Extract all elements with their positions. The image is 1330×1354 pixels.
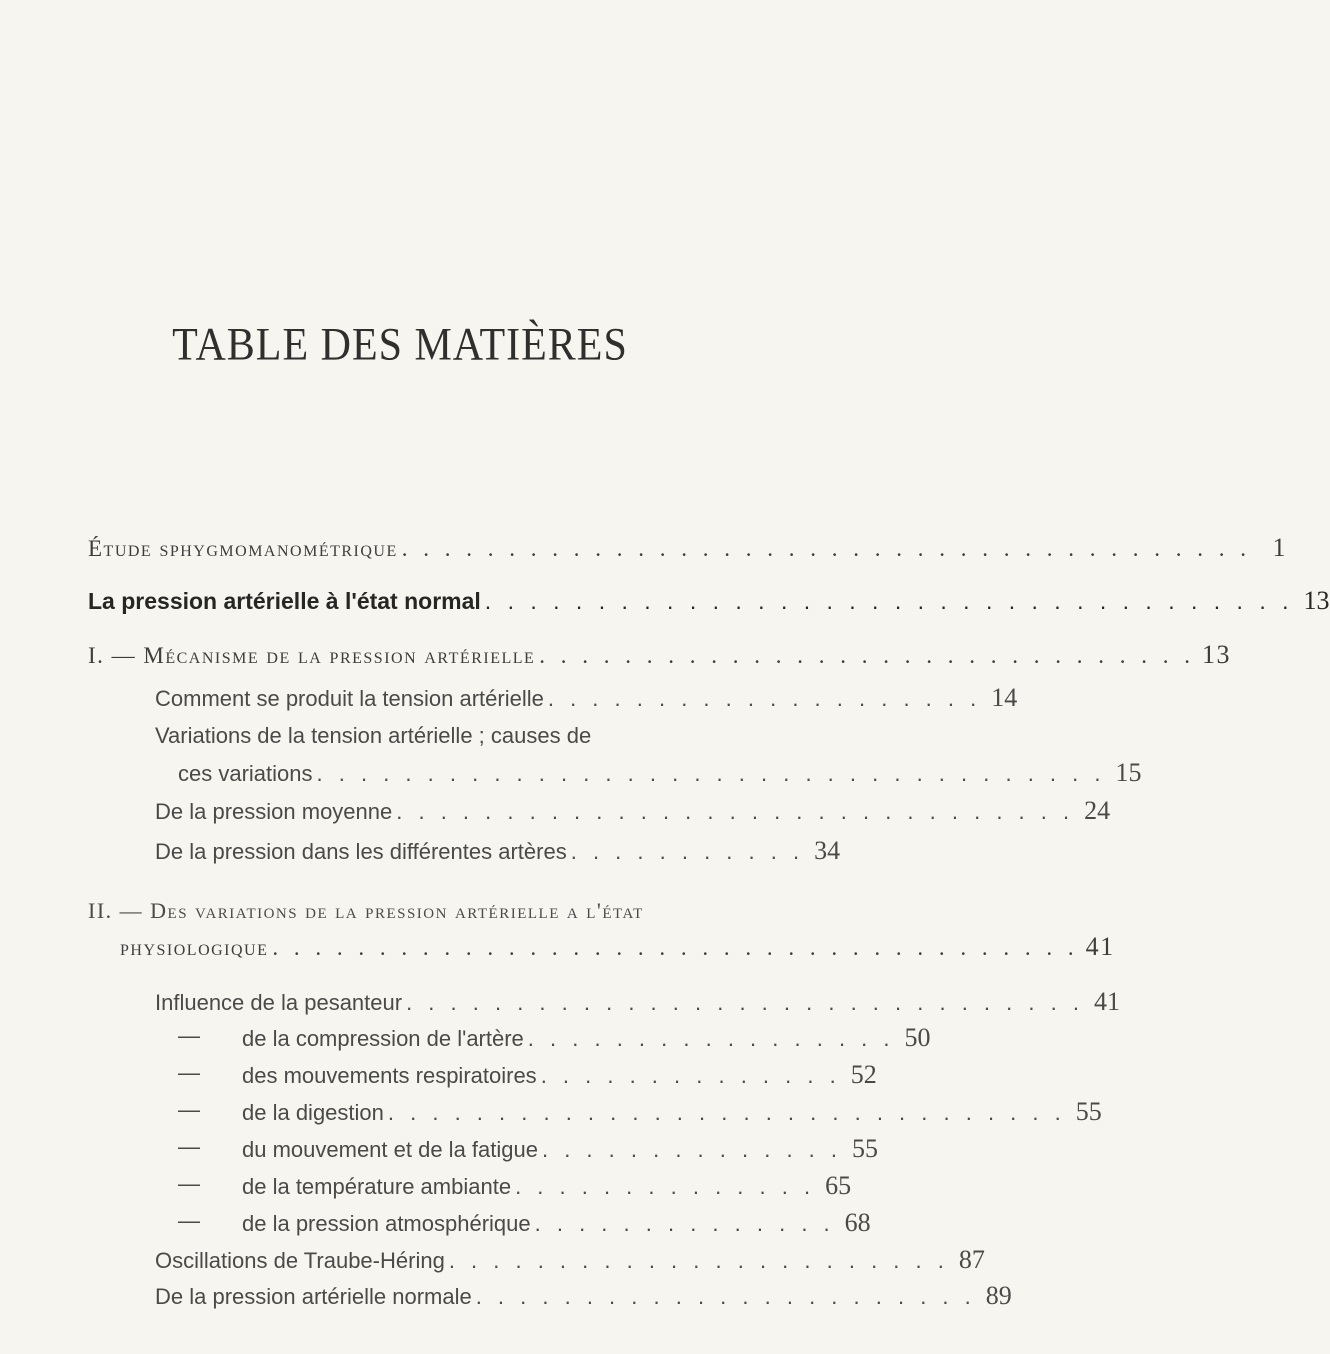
toc-entry-page: 41	[1093, 987, 1120, 1016]
dot-leader: . . . . . . . . . . . . . . . . . . . . . . .	[475, 1284, 976, 1309]
dot-leader: . . . . . . . . . . . . . . . . . . . . . . .	[448, 1248, 949, 1273]
dot-leader: . . . . . . . . . . . . . .	[540, 1063, 841, 1088]
ditto-dash: —	[178, 1134, 200, 1159]
dot-leader: . . . . . . . . . . .	[570, 839, 805, 864]
toc-entry	[178, 758, 1142, 788]
toc-entry-label: II. — Des variations de la pression artérielle a l'état	[88, 898, 644, 923]
toc-entry-chapter-2	[120, 932, 1115, 962]
toc-entry	[155, 796, 1111, 826]
toc-entry	[155, 836, 841, 866]
toc-entry-label: Oscillations de Traube-Héring	[155, 1248, 445, 1273]
dot-leader: . . . . . . . . . . . . . .	[534, 1211, 835, 1236]
toc-entry-section-heading	[88, 586, 1330, 616]
toc-entry-label: Variations de la tension artérielle ; causes de	[155, 723, 592, 748]
toc-entry-chapter-1	[88, 640, 1232, 670]
toc-entry-label: de la pression atmosphérique	[242, 1211, 531, 1236]
toc-entry-page: 1	[1272, 533, 1287, 562]
dot-leader: . . . . . . . . . . . . . . . . . . . .	[547, 686, 982, 711]
toc-entry	[155, 1281, 1012, 1311]
toc-entry-page: 55	[1075, 1097, 1102, 1126]
dot-leader: . . . . . . . . . . . . . . . . . . . . . . . . . . . . . . . . . . . . . . . .	[401, 536, 1251, 561]
toc-entry-page: 65	[825, 1171, 852, 1200]
toc-entry-label: des mouvements respiratoires	[242, 1063, 537, 1088]
toc-entry-label: La pression artérielle à l'état normal	[88, 588, 481, 614]
dot-leader: . . . . . . . . . . . . . . . . . . . . . . . . . . . . . . .	[406, 990, 1084, 1015]
toc-entry	[155, 1245, 985, 1275]
dot-leader: . . . . . . . . . . . . . . . . . . . . . . . . . . . . . . .	[539, 643, 1196, 668]
toc-entry-page: 68	[844, 1208, 871, 1237]
toc-entry-label: De la pression moyenne	[155, 799, 393, 824]
page-title: TABLE DES MATIÈRES	[172, 319, 628, 371]
toc-entry	[155, 987, 1120, 1017]
dot-leader: . . . . . . . . . . . . . . . . . . . . . . . . . . . . . . . . . . . . . .	[272, 935, 1079, 960]
dot-leader: . . . . . . . . . . . . . .	[515, 1174, 816, 1199]
toc-entry-page: 50	[904, 1023, 931, 1052]
toc-entry-label: de la digestion	[242, 1100, 384, 1125]
toc-entry-label-continued: physiologique	[120, 935, 269, 960]
toc-entry-label: De la pression artérielle normale	[155, 1284, 472, 1309]
toc-entry	[242, 1097, 1102, 1127]
ditto-dash: —	[178, 1171, 200, 1196]
toc-entry-page: 52	[850, 1060, 877, 1089]
toc-entry-page: 34	[814, 836, 841, 865]
toc-entry-page: 13	[1303, 586, 1330, 615]
toc-entry-label: Étude sphygmomanométrique	[88, 536, 398, 561]
toc-entry	[242, 1060, 877, 1090]
toc-entry-label: I. — Mécanisme de la pression artérielle	[88, 643, 536, 668]
toc-entry-page: 24	[1084, 796, 1111, 825]
toc-entry-label: de la température ambiante	[242, 1174, 512, 1199]
toc-entry-page: 89	[985, 1281, 1012, 1310]
dot-leader: . . . . . . . . . . . . . . . . .	[527, 1026, 895, 1051]
toc-entry-page: 41	[1085, 932, 1115, 961]
toc-entry-page: 87	[958, 1245, 985, 1274]
ditto-dash: —	[178, 1097, 200, 1122]
dot-leader: . . . . . . . . . . . . . . . . . . . . . . . . . . . . . . . . . . . .	[484, 588, 1294, 614]
dot-leader: . . . . . . . . . . . . . . . . . . . . . . . . . . . . . . .	[396, 799, 1075, 824]
dot-leader: . . . . . . . . . . . . . . . . . . . . . . . . . . . . . . .	[387, 1100, 1066, 1125]
toc-entry	[242, 1208, 871, 1238]
toc-entry	[155, 683, 1018, 713]
toc-entry-label: Influence de la pesanteur	[155, 990, 403, 1015]
ditto-dash: —	[178, 1060, 200, 1085]
toc-entry-label: du mouvement et de la fatigue	[242, 1137, 538, 1162]
toc-entry	[242, 1171, 852, 1201]
ditto-dash: —	[178, 1208, 200, 1233]
toc-entry-page: 14	[991, 683, 1018, 712]
dot-leader: . . . . . . . . . . . . . .	[541, 1137, 843, 1162]
toc-entry-page: 55	[852, 1134, 879, 1163]
toc-entry-etude	[88, 533, 1287, 563]
toc-entry-label: de la compression de l'artère	[242, 1026, 524, 1051]
toc-entry-label-continued: ces variations	[178, 761, 313, 786]
toc-entry	[242, 1134, 879, 1164]
toc-entry-page: 13	[1202, 640, 1232, 669]
toc-entry-page: 15	[1115, 758, 1142, 787]
toc-entry-label: Comment se produit la tension artérielle	[155, 686, 544, 711]
toc-entry-label: De la pression dans les différentes artères	[155, 839, 567, 864]
ditto-dash: —	[178, 1023, 200, 1048]
dot-leader: . . . . . . . . . . . . . . . . . . . . . . . . . . . . . . . . . . . .	[316, 761, 1106, 786]
toc-entry	[242, 1023, 931, 1053]
